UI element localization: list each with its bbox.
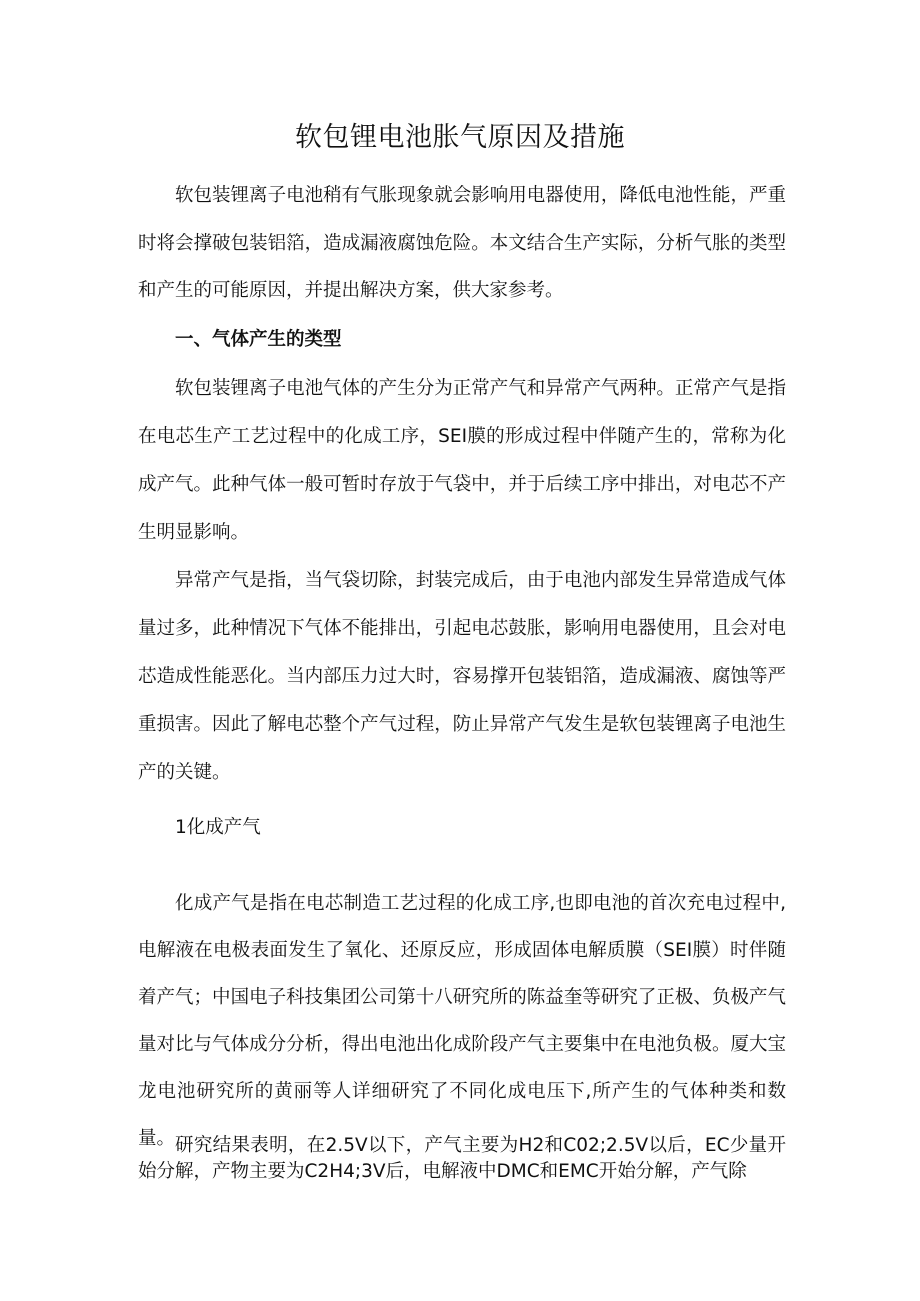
paragraph-formation-gas: 化成产气是指在电芯制造工艺过程的化成工序,也即电池的首次充电过程中,电解液在电极表面发生了氧化、还原反应，形成固体电解质膜（SEI膜）时伴随着产气；中国电子科技集团公司第十八研究所的陈益奎等研究了正极、负极产气量对比与气体成分分析，得出电池出化成阶段产气主要集中在电池负极。厦大宝龙电池研究所的黄丽等人详细研究了不同化成电压下,所产生的气体种类和数量。 [138,893,786,1149]
page-title: 软包锂电池胀气原因及措施 [295,122,625,153]
section-heading-gas-types: 一、气体产生的类型 [175,329,342,350]
subsection-heading-formation-gas: 1化成产气 [175,817,261,838]
paragraph-normal-gas: 软包装锂离子电池气体的产生分为正常产气和异常产气两种。正常产气是指在电芯生产工艺过程中的化成工序，SEI膜的形成过程中伴随产生的，常称为化成产气。此种气体一般可暂时存放于气袋中，并于后续工序中排出，对电芯不产生明显影响。 [138,378,786,543]
intro-paragraph: 软包装锂离子电池稍有气胀现象就会影响用电器使用，降低电池性能，严重时将会撑破包装铝箔，造成漏液腐蚀危险。本文结合生产实际，分析气胀的类型和产生的可能原因，并提出解决方案，供大家参考。 [138,185,786,301]
paragraph-abnormal-gas: 异常产气是指，当气袋切除，封装完成后，由于电池内部发生异常造成气体量过多，此种情况下气体不能排出，引起电芯鼓胀，影响用电器使用，且会对电芯造成性能恶化。当内部压力过大时，容易撑开包装铝箔，造成漏液、腐蚀等严重损害。因此了解电芯整个产气过程，防止异常产气发生是软包装锂离子电池生产的关键。 [138,570,786,783]
paragraph-research-results: 研究结果表明，在2.5V以下，产气主要为H2和C02;2.5V以后，EC少量开始分解，产物主要为C2H4;3V后，电解液中DMC和EMC开始分解，产气除 [138,1135,786,1182]
